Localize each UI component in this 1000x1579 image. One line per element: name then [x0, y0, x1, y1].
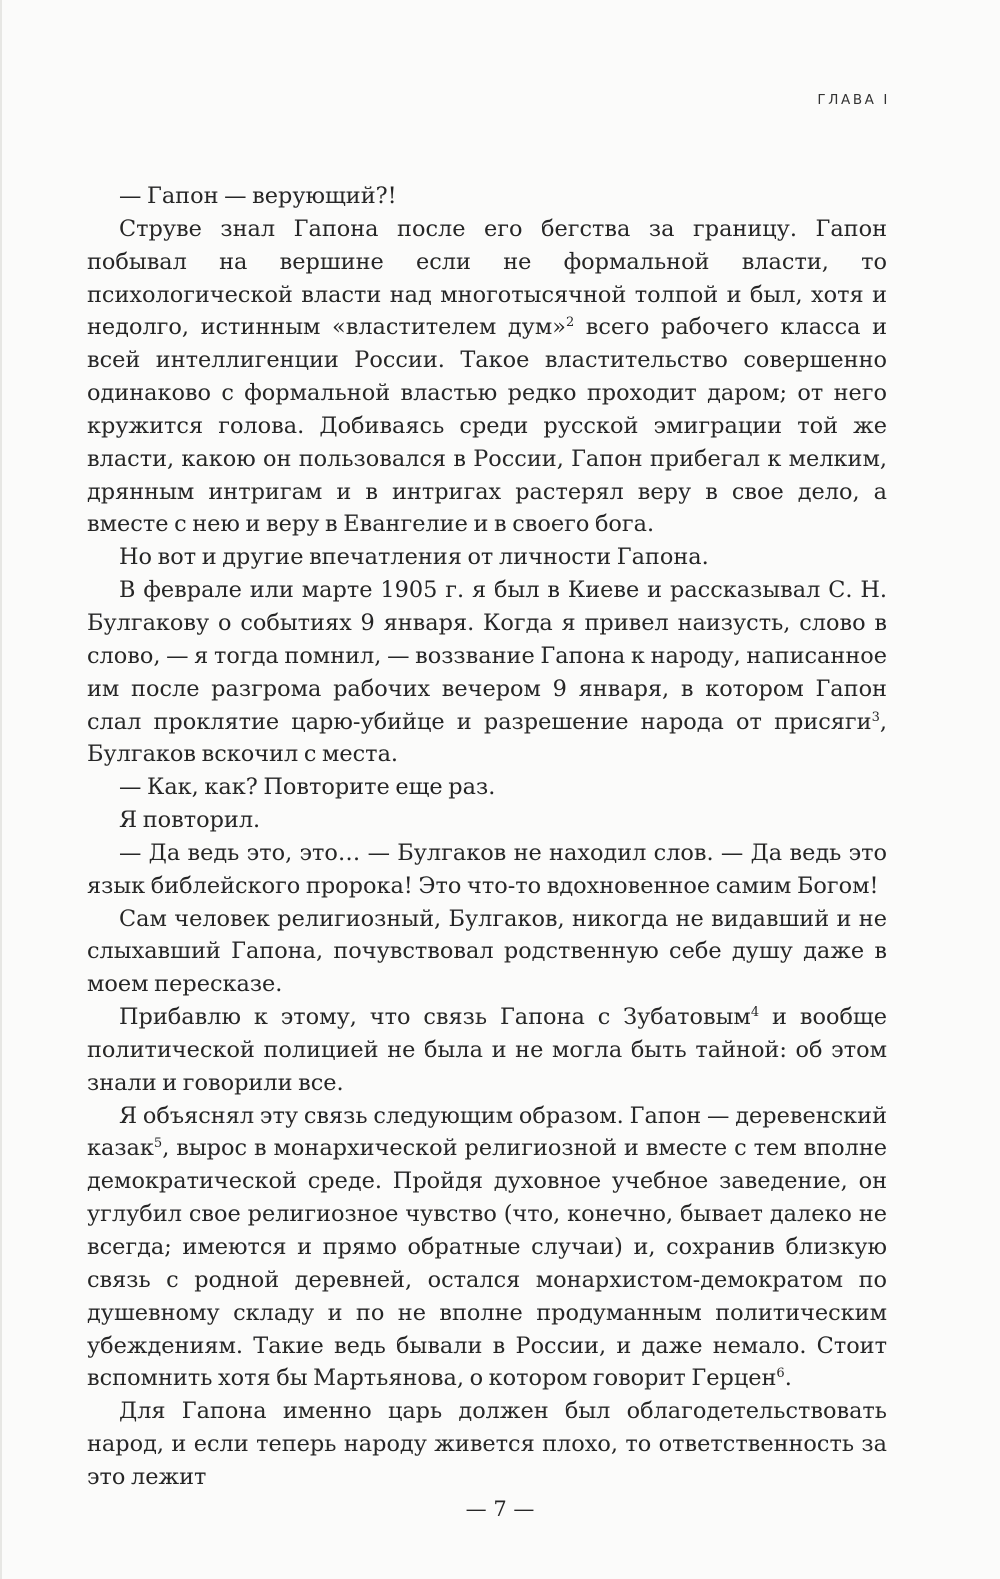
paragraph: Прибавлю к этому, что связь Гапона с Зубатовым$^4$ и вообще политической полицией не была и не могла быть тайной: об этом знали и говорили все. [87, 1004, 887, 1096]
paragraph: В феврале или марте 1905 г. я был в Киеве и рассказывал С. Н. Булгакову о событиях 9 января. Когда я привел наизусть, слово в слово, — я тогда помнил, — воззвание Гапона к народу, написанное им после разгрома рабочих вечером 9 января, в котором Гапон слал проклятие царю-убийце и разрешение народа от присяги$^3$, Булгаков вскочил с места. [87, 577, 887, 768]
paragraph: Но вот и другие впечатления от личности Гапона. [119, 544, 709, 571]
paragraph: Струве знал Гапона после его бегства за границу. Гапон побывал на вершине если не формальной власти, то психологической власти над многотысячной толпой и был, хотя и недолго, истинным «властителем дум»$^2$ всего рабочего класса и всей интеллигенции России. Такое властительство совершенно одинаково с формальной властью редко проходит даром; от него кружится голова. Добиваясь среди русской эмиграции той же власти, какою он пользовался в России, Гапон прибегал к мелким, дрянным интригам и в интригах растерял веру в свое дело, а вместе с нею и веру в Евангелие и в своего бога. [87, 215, 887, 538]
paragraph: Сам человек религиозный, Булгаков, никогда не видавший и не слыхавший Гапона, почувствовал родственную себе душу даже в моем пересказе. [87, 905, 887, 998]
paragraph: Для Гапона именно царь должен был облагодетельствовать народ, и если теперь народу живется плохо, то ответственность за это лежит [87, 1398, 887, 1490]
footnote-ref: 5 [153, 1136, 163, 1152]
footnote-ref: 2 [565, 315, 575, 331]
paragraph: — Как, как? Повторите еще раз. [119, 774, 496, 801]
footnote-ref: 6 [776, 1366, 785, 1382]
body-text [87, 180, 887, 1494]
paragraph: Я повторил. [119, 807, 261, 834]
footnote-ref: 4 [750, 1005, 760, 1021]
page-number: — 7 — [465, 1497, 535, 1521]
paragraph: — Гапон — верующий?! [119, 183, 397, 209]
running-head: ГЛАВА I [817, 92, 890, 108]
paragraph: — Да ведь это, это… — Булгаков не находил слов. — Да ведь это язык библейского пророка! Это что-то вдохновенное самим Богом! [87, 839, 887, 899]
scan-edge [0, 0, 2, 1579]
footnote-ref: 3 [871, 709, 880, 725]
paragraph: Я объяснял эту связь следующим образом. Гапон — деревенский казак$^5$, вырос в монархической религиозной и вместе с тем вполне демократической среде. Пройдя духовное учебное заведение, он углубил свое религиозное чувство (что, конечно, бывает далеко не всегда; имеются и прямо обратные случаи) и, сохранив близкую связь с родной деревней, остался монархистом-демократом по душевному складу и по не вполне продуманным политическим убеждениям. Такие ведь бывали в России, и даже немало. Стоит вспомнить хотя бы Мартьянова, о котором говорит Герцен$^6$. [87, 1102, 887, 1392]
